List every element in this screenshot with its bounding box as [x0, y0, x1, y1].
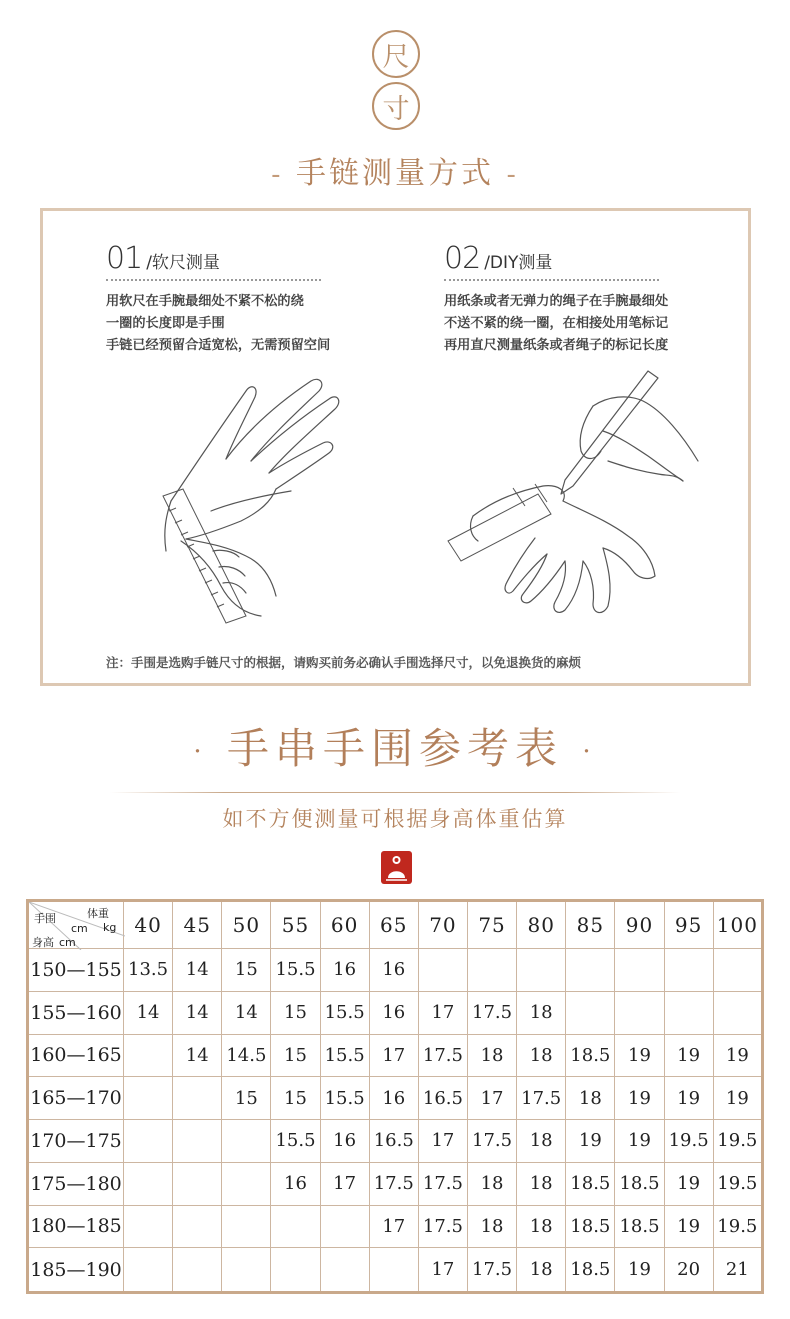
wrist-size-cell: [173, 1248, 222, 1293]
wrist-size-cell: 16: [369, 991, 418, 1034]
method-1-label: /软尺测量: [146, 253, 220, 273]
wrist-size-cell: 16: [369, 1077, 418, 1120]
title-bullet-right: ·: [582, 737, 597, 767]
wrist-size-cell: [320, 1205, 369, 1248]
wrist-size-cell: [517, 949, 566, 992]
size-badge: [370, 30, 422, 132]
wrist-size-cell: [222, 1205, 271, 1248]
height-range-cell: 160—165: [28, 1034, 124, 1077]
wrist-size-cell: 19: [566, 1120, 615, 1163]
method-1-line-1: 用软尺在手腕最细处不紧不松的绕: [106, 294, 304, 309]
wrist-size-cell: 19.5: [664, 1120, 713, 1163]
table-row: [28, 991, 763, 1034]
wrist-size-cell: 14: [173, 1034, 222, 1077]
wrist-size-cell: 19: [664, 1205, 713, 1248]
measure-method-title: [0, 148, 790, 192]
buddha-icon: [381, 851, 412, 884]
wrist-size-cell: [222, 1162, 271, 1205]
wrist-size-cell: 19: [664, 1162, 713, 1205]
weight-header-cell: 60: [320, 901, 369, 949]
weight-header-cell: 80: [517, 901, 566, 949]
seal-stamp-icon: [381, 851, 412, 884]
wrist-size-cell: 19: [615, 1248, 664, 1293]
weight-header-cell: 100: [713, 901, 762, 949]
wrist-size-cell: [713, 991, 762, 1034]
wrist-size-cell: 17: [467, 1077, 516, 1120]
weight-header-cell: 45: [173, 901, 222, 949]
wrist-size-cell: 13.5: [124, 949, 173, 992]
corner-kg-label: kg: [103, 921, 117, 934]
wrist-size-cell: 15.5: [271, 949, 320, 992]
wrist-size-cell: 15.5: [271, 1120, 320, 1163]
height-range-cell: 180—185: [28, 1205, 124, 1248]
wrist-size-cell: 17.5: [418, 1034, 467, 1077]
title-dash-left: -: [271, 160, 284, 190]
dotted-divider: [106, 279, 321, 281]
wrist-size-cell: [173, 1205, 222, 1248]
badge-char-1: 尺: [372, 30, 420, 78]
table-row: [28, 1034, 763, 1077]
table-row: [28, 949, 763, 992]
wrist-size-cell: 19.5: [713, 1162, 762, 1205]
wrist-size-cell: 17.5: [467, 991, 516, 1034]
reference-table-title: [0, 716, 790, 776]
measure-method-title-text: 手链测量方式: [296, 156, 494, 191]
weight-header-cell: 95: [664, 901, 713, 949]
wrist-size-cell: 18.5: [566, 1248, 615, 1293]
wrist-size-cell: [566, 949, 615, 992]
method-2-line-1: 用纸条或者无弹力的绳子在手腕最细处: [444, 294, 669, 309]
table-row: [28, 1248, 763, 1293]
wrist-size-cell: 18: [467, 1034, 516, 1077]
wrist-size-cell: 14: [173, 949, 222, 992]
wrist-size-cell: [124, 1162, 173, 1205]
wrist-size-cell: 19: [615, 1120, 664, 1163]
corner-cm-label: cm: [71, 922, 88, 935]
wrist-size-cell: 16: [369, 949, 418, 992]
wrist-size-cell: 18: [517, 1162, 566, 1205]
wrist-size-cell: [713, 949, 762, 992]
corner-height-label: 身高: [32, 936, 54, 949]
wrist-size-cell: [664, 991, 713, 1034]
weight-header-cell: 90: [615, 901, 664, 949]
method-2-line-2: 不送不紧的绕一圈，在相接处用笔标记: [444, 316, 669, 331]
wrist-size-cell: 17.5: [467, 1248, 516, 1293]
weight-header-cell: 65: [369, 901, 418, 949]
height-range-cell: 170—175: [28, 1120, 124, 1163]
wrist-size-cell: [320, 1248, 369, 1293]
method-soft-ruler: [106, 241, 406, 357]
wrist-size-cell: [222, 1120, 271, 1163]
height-range-cell: 165—170: [28, 1077, 124, 1120]
table-row: [28, 1120, 763, 1163]
wrist-size-cell: 15: [271, 991, 320, 1034]
wrist-size-cell: [615, 949, 664, 992]
height-range-cell: 150—155: [28, 949, 124, 992]
wrist-size-cell: [173, 1162, 222, 1205]
wrist-size-cell: 18.5: [566, 1034, 615, 1077]
wrist-size-cell: 16.5: [369, 1120, 418, 1163]
wrist-size-cell: 14: [124, 991, 173, 1034]
wrist-size-cell: [124, 1034, 173, 1077]
wrist-size-cell: 19.5: [713, 1120, 762, 1163]
corner-cm2-label: cm: [59, 936, 76, 949]
corner-wrist-label: 手围: [34, 912, 56, 925]
wrist-size-cell: 15: [222, 949, 271, 992]
dotted-divider: [444, 279, 659, 281]
wrist-size-cell: [222, 1248, 271, 1293]
badge-char-2: 寸: [372, 82, 420, 130]
table-header-row: [28, 901, 763, 949]
wrist-size-cell: 18: [517, 991, 566, 1034]
wrist-size-cell: [369, 1248, 418, 1293]
wrist-size-cell: 18: [517, 1034, 566, 1077]
wrist-size-cell: 14: [173, 991, 222, 1034]
wrist-size-cell: 15.5: [320, 1077, 369, 1120]
wrist-size-cell: [664, 949, 713, 992]
weight-header-cell: 50: [222, 901, 271, 949]
wrist-size-cell: 17.5: [517, 1077, 566, 1120]
wrist-size-cell: 19: [615, 1034, 664, 1077]
table-row: [28, 1077, 763, 1120]
table-row: [28, 1205, 763, 1248]
weight-header-cell: 40: [124, 901, 173, 949]
wrist-size-cell: 16: [320, 949, 369, 992]
wrist-size-cell: 18.5: [566, 1162, 615, 1205]
wrist-size-cell: 18.5: [615, 1162, 664, 1205]
wrist-size-cell: [615, 991, 664, 1034]
wrist-size-cell: [173, 1120, 222, 1163]
corner-weight-label: 体重: [87, 907, 109, 920]
wrist-size-cell: 19: [615, 1077, 664, 1120]
wrist-size-cell: 21: [713, 1248, 762, 1293]
wrist-size-cell: 15: [271, 1034, 320, 1077]
height-range-cell: 175—180: [28, 1162, 124, 1205]
wrist-size-cell: 15.5: [320, 1034, 369, 1077]
wrist-size-cell: 16: [320, 1120, 369, 1163]
method-1-line-2: 一圈的长度即是手围: [106, 316, 225, 331]
wrist-size-cell: [173, 1077, 222, 1120]
sizing-note: 注：手围是选购手链尺寸的根据，请购买前务必确认手围选择尺寸，以免退换货的麻烦: [106, 655, 582, 670]
wrist-size-cell: [271, 1248, 320, 1293]
wrist-size-cell: [124, 1248, 173, 1293]
wrist-size-cell: 19: [664, 1077, 713, 1120]
title-bullet-left: ·: [193, 737, 208, 767]
wrist-size-cell: 18: [566, 1077, 615, 1120]
wrist-size-cell: 15.5: [320, 991, 369, 1034]
wrist-size-cell: 18: [467, 1205, 516, 1248]
wrist-size-cell: 17.5: [467, 1120, 516, 1163]
height-range-cell: 155—160: [28, 991, 124, 1034]
wrist-size-cell: 20: [664, 1248, 713, 1293]
wrist-size-cell: 18: [467, 1162, 516, 1205]
wrist-size-cell: [124, 1077, 173, 1120]
method-1-description: [106, 291, 406, 357]
wrist-size-cell: 17: [418, 1248, 467, 1293]
table-corner-cell: [28, 901, 124, 949]
wrist-size-cell: 14.5: [222, 1034, 271, 1077]
wrist-size-cell: 18.5: [615, 1205, 664, 1248]
method-1-number: 01: [106, 241, 143, 276]
wrist-size-cell: 16.5: [418, 1077, 467, 1120]
method-1-line-3: 手链已经预留合适宽松，无需预留空间: [106, 338, 331, 353]
wrist-size-cell: 18.5: [566, 1205, 615, 1248]
wrist-size-cell: [271, 1205, 320, 1248]
wrist-size-cell: [418, 949, 467, 992]
wrist-size-cell: 17: [369, 1205, 418, 1248]
diy-strip-hand-illustration: [443, 366, 703, 626]
weight-header-cell: 55: [271, 901, 320, 949]
method-diy: [444, 241, 744, 357]
reference-table-title-text: 手串手围参考表: [226, 724, 563, 773]
reference-subtitle: 如不方便测量可根据身高体重估算: [222, 807, 568, 831]
wrist-size-cell: 17: [369, 1034, 418, 1077]
wrist-size-cell: [467, 949, 516, 992]
wrist-size-cell: 19: [664, 1034, 713, 1077]
wrist-size-cell: [124, 1120, 173, 1163]
wrist-size-cell: 15: [271, 1077, 320, 1120]
wrist-size-table: [26, 899, 764, 1294]
method-2-description: [444, 291, 744, 357]
wrist-size-cell: 19: [713, 1034, 762, 1077]
wrist-size-cell: 18: [517, 1120, 566, 1163]
weight-header-cell: 70: [418, 901, 467, 949]
wrist-size-cell: 19: [713, 1077, 762, 1120]
wrist-size-cell: 14: [222, 991, 271, 1034]
wrist-size-cell: 17.5: [369, 1162, 418, 1205]
wrist-size-cell: 17.5: [418, 1205, 467, 1248]
title-divider: [110, 792, 680, 793]
method-2-line-3: 再用直尺测量纸条或者绳子的标记长度: [444, 338, 669, 353]
wrist-size-cell: 19.5: [713, 1205, 762, 1248]
table-row: [28, 1162, 763, 1205]
method-2-number: 02: [444, 241, 481, 276]
wrist-size-cell: 18: [517, 1205, 566, 1248]
measure-methods-panel: [40, 208, 751, 686]
height-range-cell: 185—190: [28, 1248, 124, 1293]
title-dash-right: -: [506, 160, 519, 190]
wrist-size-cell: 17: [418, 991, 467, 1034]
wrist-size-cell: 15: [222, 1077, 271, 1120]
method-2-label: /DIY测量: [484, 253, 553, 273]
wrist-size-cell: 17.5: [418, 1162, 467, 1205]
wrist-size-cell: [566, 991, 615, 1034]
wrist-size-cell: 16: [271, 1162, 320, 1205]
wrist-size-cell: 17: [320, 1162, 369, 1205]
wrist-size-cell: [124, 1205, 173, 1248]
weight-header-cell: 75: [467, 901, 516, 949]
weight-header-cell: 85: [566, 901, 615, 949]
wrist-size-cell: 17: [418, 1120, 467, 1163]
soft-ruler-hand-illustration: [151, 371, 351, 631]
wrist-size-cell: 18: [517, 1248, 566, 1293]
